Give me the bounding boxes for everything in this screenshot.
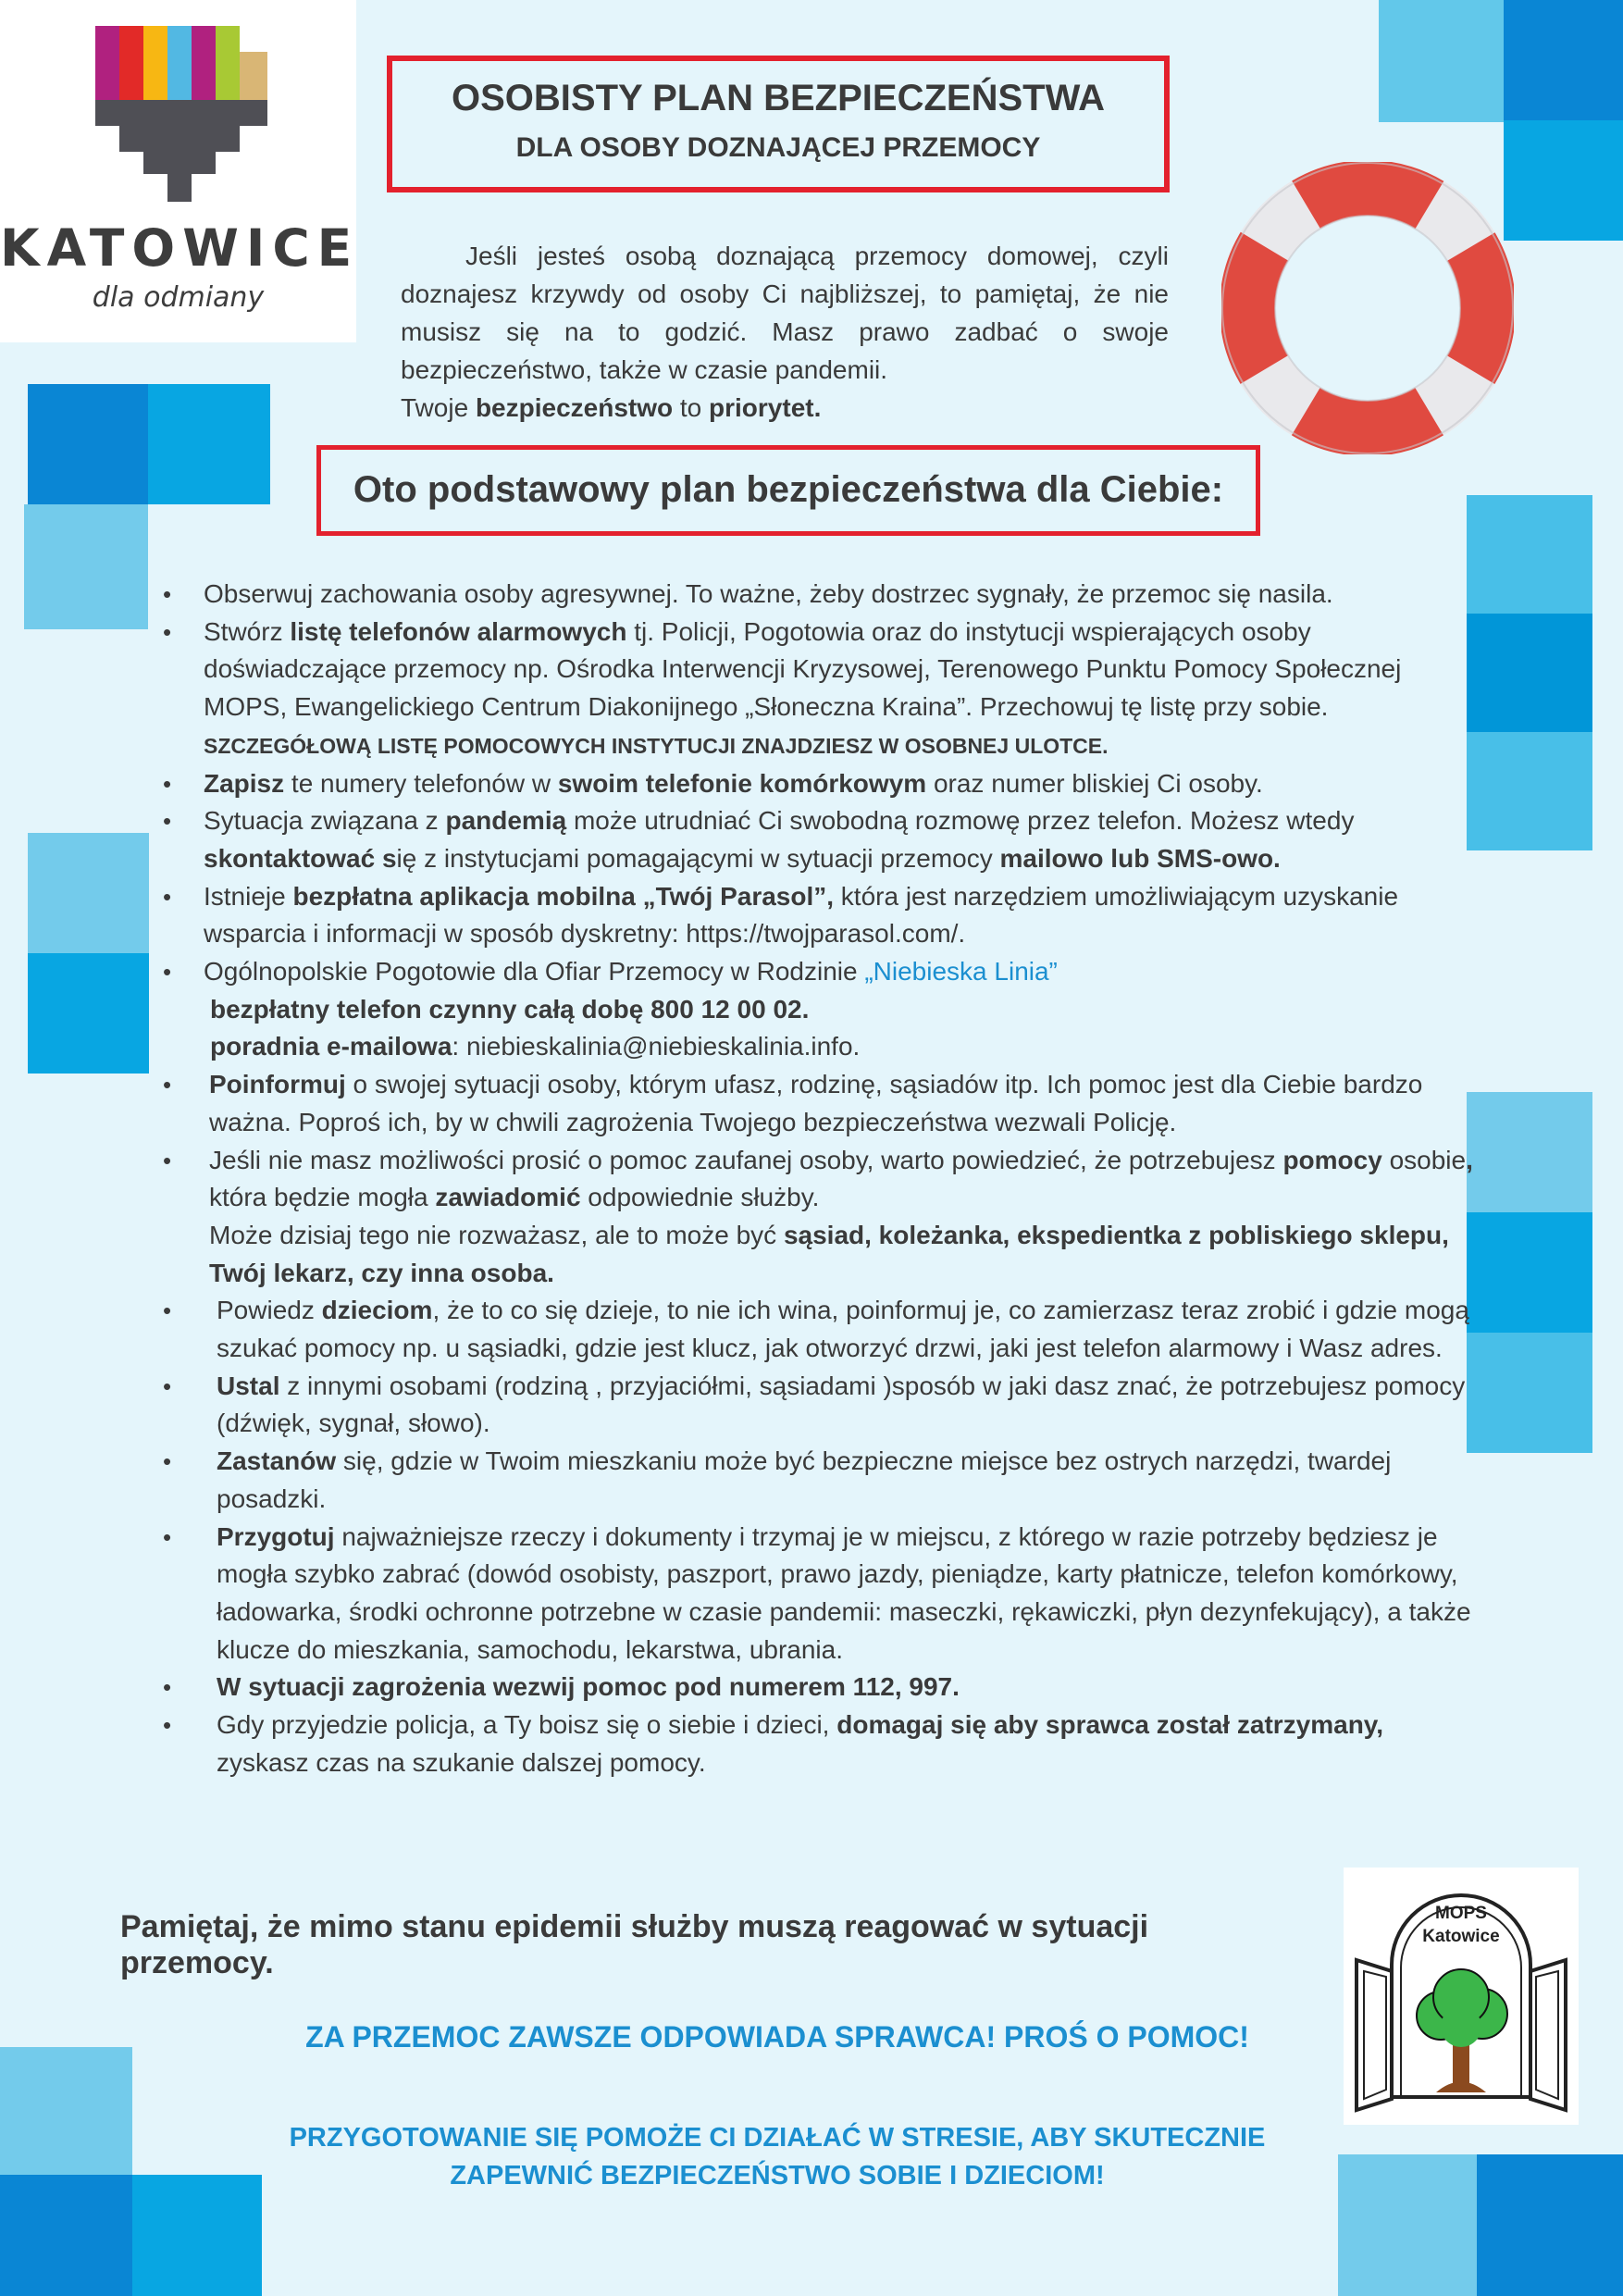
mops-label-line1: MOPS bbox=[1435, 1904, 1487, 1923]
list-item: • Ogólnopolskie Pogotowie dla Ofiar Przemocy w Rodzinie „Niebieska Linia” bezpłatny telefon czynny całą dobę 800 12 00 02. poradnia e-mailowa: niebieskalinia@niebieskalinia.info. bbox=[159, 953, 1473, 1066]
list-item: • Sytuacja związana z pandemią może utrudniać Ci swobodną rozmowę przez telefon. Możesz wtedy skontaktować się z instytucjami pomagającymi w sytuacji przemocy mailowo lub SMS-owo. bbox=[159, 802, 1473, 877]
list-item: • Ustal z innymi osobami (rodziną , przyjaciółmi, sąsiadami )sposób w jaki dasz znać, że potrzebujesz pomocy (dźwięk, sygnał, słowo). bbox=[159, 1368, 1473, 1443]
plan-heading: Oto podstawowy plan bezpieczeństwa dla Ciebie: bbox=[316, 445, 1260, 536]
decor-square bbox=[1504, 0, 1623, 120]
logo-tagline: dla odmiany bbox=[92, 281, 265, 314]
mops-window-tree-icon bbox=[1344, 1868, 1579, 2125]
decor-square bbox=[1504, 120, 1623, 241]
list-item: • Jeśli nie masz możliwości prosić o pomoc zaufanej osoby, warto powiedzieć, że potrzebujesz pomocy osobie, która będzie mogła zawiadomić odpowiednie służby. Może dzisiaj tego nie rozważasz, ale to może być sąsiad, koleżanka, ekspedientka z pobliskiego sklepu, Twój lekarz, czy inna osoba. bbox=[159, 1142, 1473, 1293]
decor-square bbox=[28, 833, 149, 953]
decor-square bbox=[132, 2175, 262, 2296]
decor-square bbox=[28, 953, 149, 1074]
mops-label-line2: Katowice bbox=[1422, 1927, 1500, 1946]
list-item: • Zapisz te numery telefonów w swoim telefonie komórkowym oraz numer bliskiej Ci osoby. bbox=[159, 765, 1473, 803]
remember-note: Pamiętaj, że mimo stanu epidemii służby muszą reagować w sytuacji przemocy. bbox=[120, 1909, 1149, 1980]
slogan-primary: ZA PRZEMOC ZAWSZE ODPOWIADA SPRAWCA! PROŚ O POMOC! bbox=[305, 2020, 1249, 2054]
decor-square bbox=[1477, 2154, 1623, 2296]
niebieska-linia-link[interactable]: „Niebieska Linia” bbox=[864, 957, 1058, 987]
katowice-logo-icon bbox=[93, 26, 269, 202]
list-item: • Stwórz listę telefonów alarmowych tj. Policji, Pogotowia oraz do instytucji wspierających osoby doświadczające przemocy np. Ośrodka Interwencji Kryzysowej, Terenowego Punktu Pomocy Społecznej MOPS, Ewangelickiego Centrum Diakonijnego „Słoneczna Kraina”. Przechowuj tę listę przy sobie. SZCZEGÓŁOWĄ LISTĘ POMOCOWYCH INSTYTUCJI ZNAJDZIESZ W OSOBNEJ ULOTCE. bbox=[159, 614, 1473, 765]
decor-square bbox=[0, 2175, 132, 2296]
decor-square bbox=[0, 2047, 132, 2175]
lifebuoy-icon bbox=[1221, 162, 1514, 454]
decor-square bbox=[1467, 495, 1592, 614]
intro-text: Twoje bbox=[401, 393, 476, 422]
safety-plan-list bbox=[159, 576, 1473, 1782]
list-item: • Obserwuj zachowania osoby agresywnej. To ważne, żeby dostrzec sygnały, że przemoc się nasila. bbox=[159, 576, 1473, 614]
intro-paragraph bbox=[401, 237, 1169, 427]
decor-square bbox=[1467, 1333, 1592, 1453]
decor-square bbox=[1338, 2154, 1477, 2296]
intro-bold: bezpieczeństwo bbox=[475, 393, 674, 422]
intro-text: to bbox=[673, 393, 710, 422]
list-item: • Zastanów się, gdzie w Twoim mieszkaniu może być bezpieczne miejsce bez ostrych narzędzi, twardej posadzki. bbox=[159, 1443, 1473, 1518]
mops-logo bbox=[1344, 1868, 1579, 2125]
list-item: • Przygotuj najważniejsze rzeczy i dokumenty i trzymaj je w miejscu, z którego w razie potrzeby będziesz je mogła szybko zabrać (dowód osobisty, paszport, prawo jazdy, pieniądze, karty płatnicze, telefon komórkowy, ładowarka, środki ochronne potrzebne w czasie pandemii: maseczki, rękawiczki, płyn dezynfekujący), a także klucze do mieszkania, samochodu, lekarstwa, ubrania. bbox=[159, 1519, 1473, 1669]
page-subtitle: DLA OSOBY DOZNAJĄCEJ PRZEMOCY bbox=[515, 132, 1041, 163]
list-item: • Powiedz dzieciom, że to co się dzieje, to nie ich wina, poinformuj je, co zamierzasz teraz zrobić i gdzie mogą szukać pomocy np. u sąsiadki, gdzie jest klucz, jak otworzyć drzwi, jaki jest telefon alarmowy i Wasz adres. bbox=[159, 1292, 1473, 1367]
decor-square bbox=[1467, 614, 1592, 732]
decor-square bbox=[1467, 1212, 1592, 1333]
decor-square bbox=[1379, 0, 1504, 122]
title-box bbox=[387, 56, 1170, 192]
list-item: • W sytuacji zagrożenia wezwij pomoc pod numerem 112, 997. bbox=[159, 1669, 1473, 1706]
list-item: • Istnieje bezpłatna aplikacja mobilna „Twój Parasol”, która jest narzędziem umożliwiającym uzyskanie wsparcia i informacji w sposób dyskretny: https://twojparasol.com/. bbox=[159, 878, 1473, 953]
intro-text: Jeśli jesteś osobą doznającą przemocy domowej, czyli doznajesz krzywdy od osoby Ci najbliższej, to pamiętaj, że nie musisz się na to godzić. Masz prawo zadbać o swoje bezpieczeństwo, także w czasie pandemii. bbox=[401, 242, 1169, 384]
list-item: • Gdy przyjedzie policja, a Ty boisz się o siebie i dzieci, domagaj się aby sprawca został zatrzymany, zyskasz czas na szukanie dalszej pomocy. bbox=[159, 1706, 1473, 1781]
logo-wordmark: KATOWICE bbox=[0, 218, 360, 278]
slogan-secondary bbox=[278, 2119, 1277, 2195]
decor-square bbox=[148, 384, 270, 504]
intro-bold: priorytet. bbox=[709, 393, 822, 422]
slogan-line: ZAPEWNIĆ BEZPIECZEŃSTWO SOBIE I DZIECIOM! bbox=[450, 2161, 1105, 2191]
page-title: OSOBISTY PLAN BEZPIECZEŃSTWA bbox=[452, 78, 1105, 118]
katowice-logo bbox=[0, 0, 360, 342]
list-item: • Poinformuj o swojej sytuacji osoby, którym ufasz, rodzinę, sąsiadów itp. Ich pomoc jest dla Ciebie bardzo ważna. Poproś ich, by w chwili zagrożenia Twojego bezpieczeństwa wezwali Policję. bbox=[159, 1066, 1473, 1141]
decor-square bbox=[28, 384, 148, 504]
decor-square bbox=[1467, 732, 1592, 850]
slogan-line: PRZYGOTOWANIE SIĘ POMOŻE CI DZIAŁAĆ W STRESIE, ABY SKUTECZNIE bbox=[289, 2123, 1266, 2153]
decor-square bbox=[1467, 1092, 1592, 1212]
decor-square bbox=[24, 504, 148, 629]
